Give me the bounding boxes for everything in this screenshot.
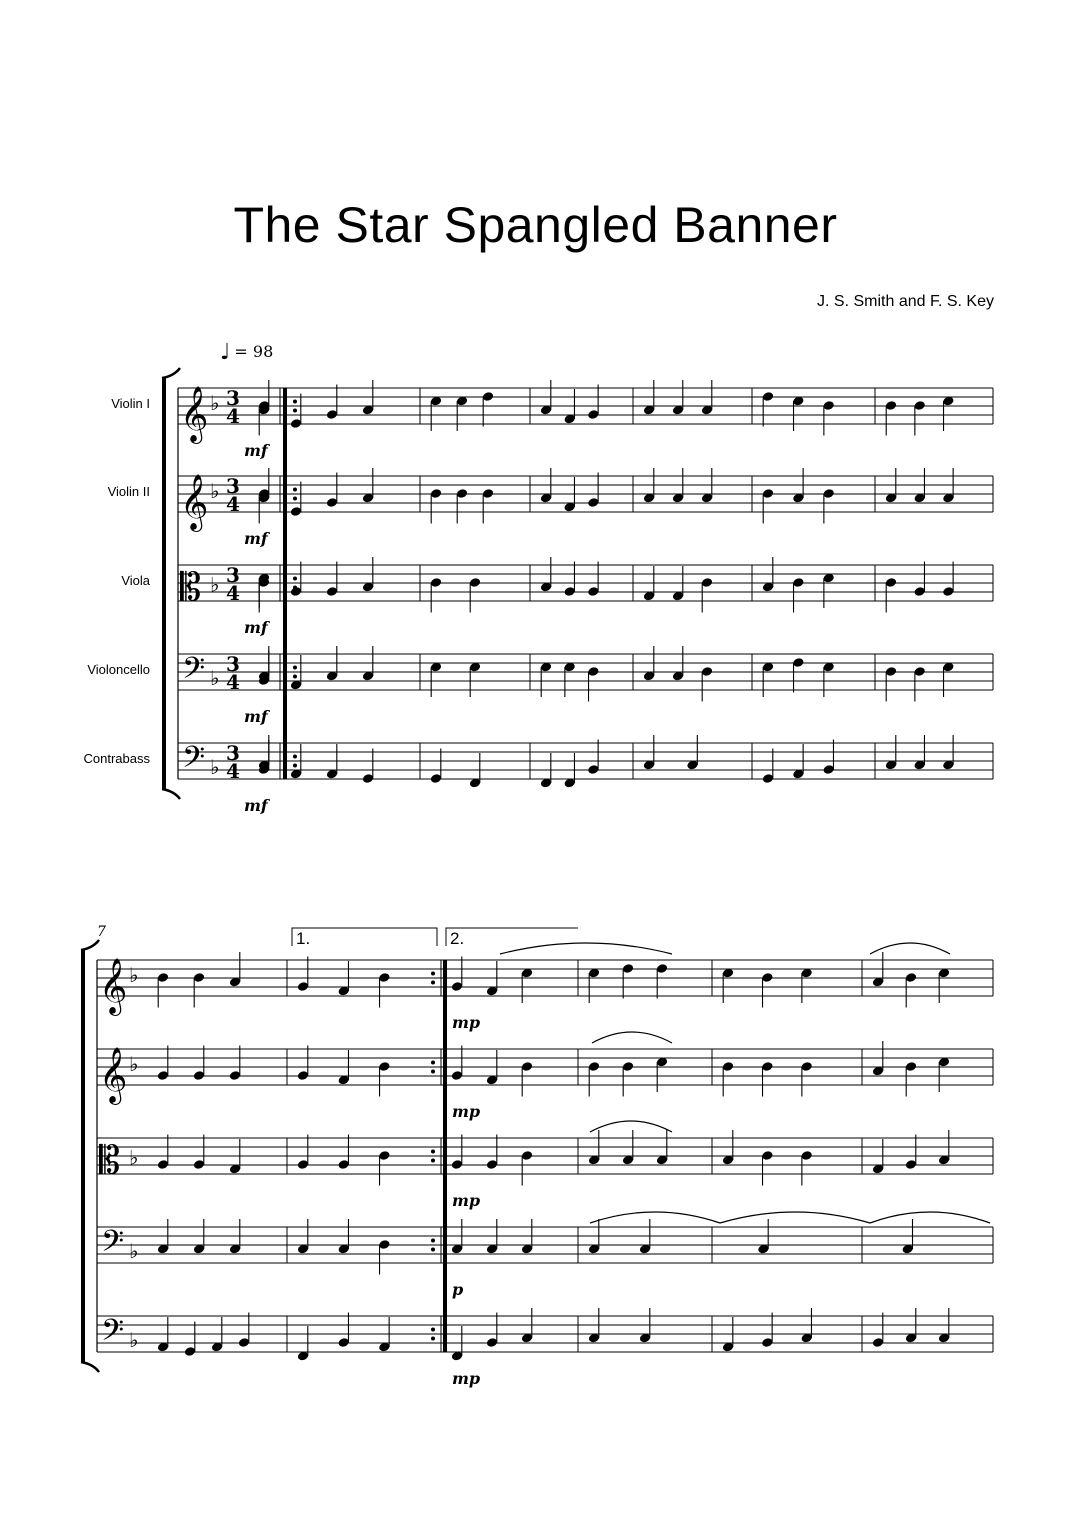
dynamic-mf: mf xyxy=(244,796,268,815)
treble-clef-icon: 𝄞 xyxy=(180,386,209,442)
repeat-dot xyxy=(293,497,297,501)
tie xyxy=(870,1212,990,1223)
repeat-dot xyxy=(293,675,297,679)
repeat-dot xyxy=(293,409,297,413)
bracket-top-hook xyxy=(162,368,180,378)
flat-key-signature-icon: ♭ xyxy=(210,391,220,415)
tie xyxy=(720,1212,870,1223)
repeat-dot xyxy=(431,972,435,976)
score-title: The Star Spangled Banner xyxy=(233,197,838,253)
flat-key-signature-icon: ♭ xyxy=(210,572,220,597)
repeat-dot xyxy=(431,1337,435,1341)
repeat-dot xyxy=(293,755,297,759)
bracket-top-hook xyxy=(81,940,99,950)
repeat-dot xyxy=(293,488,297,492)
bass-clef-icon: 𝄢 xyxy=(101,1225,125,1266)
instrument-label-violoncello: Violoncello xyxy=(87,662,150,677)
time-signature-bottom: 4 xyxy=(226,759,240,783)
slur xyxy=(590,1121,672,1132)
bracket-bottom-hook xyxy=(81,1362,99,1372)
repeat-dot xyxy=(431,981,435,985)
bracket-bottom-hook xyxy=(162,789,180,799)
repeat-dot xyxy=(431,1328,435,1332)
volta-1-bracket xyxy=(292,928,437,946)
instrument-label-violin-1: Violin I xyxy=(111,396,150,411)
repeat-dot xyxy=(431,1239,435,1243)
volta-2-bracket xyxy=(446,928,578,946)
treble-clef-icon: 𝄞 xyxy=(99,1047,128,1103)
flat-key-signature-icon: ♭ xyxy=(129,963,139,987)
repeat-dot xyxy=(431,1248,435,1252)
volta-2-label: 2. xyxy=(450,929,465,948)
tempo-value: = 98 xyxy=(234,342,274,361)
flat-key-signature-icon: ♭ xyxy=(210,479,220,503)
repeat-dot xyxy=(293,400,297,404)
flat-key-signature-icon: ♭ xyxy=(129,1052,139,1076)
instrument-label-viola: Viola xyxy=(121,573,150,588)
treble-clef-icon: 𝄞 xyxy=(99,958,128,1014)
flat-key-signature-icon: ♭ xyxy=(129,1328,139,1352)
slur xyxy=(500,943,672,954)
repeat-dot xyxy=(293,577,297,581)
repeat-dot xyxy=(431,1150,435,1154)
dynamic-mark: p xyxy=(452,1280,464,1299)
flat-key-signature-icon: ♭ xyxy=(129,1239,139,1263)
dynamic-mark: mp xyxy=(452,1013,481,1032)
system-bracket xyxy=(162,378,166,789)
alto-clef-icon: 𝄡 xyxy=(180,565,202,609)
repeat-dot xyxy=(293,666,297,670)
quarter-note-icon: ♩ xyxy=(220,340,231,365)
bass-clef-icon: 𝄢 xyxy=(182,652,206,693)
dynamic-mark: mp xyxy=(452,1191,481,1210)
clefs xyxy=(99,386,219,1355)
dynamic-mf: mf xyxy=(244,707,268,726)
volta-1-label: 1. xyxy=(296,929,311,948)
repeat-dot xyxy=(431,1159,435,1163)
tie xyxy=(590,1212,720,1223)
barlines xyxy=(97,388,993,1352)
staff-lines xyxy=(97,388,993,1352)
treble-clef-icon: 𝄞 xyxy=(180,474,209,530)
system-bracket xyxy=(81,950,85,1362)
time-signature-top: 3 xyxy=(226,563,240,587)
time-signature-bottom: 4 xyxy=(226,670,240,694)
system-measure-number: 7 xyxy=(97,924,106,940)
repeat-dot xyxy=(293,764,297,768)
instrument-label-contrabass: Contrabass xyxy=(83,751,150,766)
time-signature-bottom: 4 xyxy=(226,492,240,516)
time-signature-top: 3 xyxy=(226,741,240,765)
flat-key-signature-icon: ♭ xyxy=(129,1145,139,1170)
repeat-end-bar xyxy=(443,960,447,1352)
composer-credit: J. S. Smith and F. S. Key xyxy=(817,293,994,310)
dynamic-mark: mp xyxy=(452,1102,481,1121)
notes xyxy=(157,380,990,1362)
alto-clef-icon: 𝄡 xyxy=(99,1138,121,1182)
flat-key-signature-icon: ♭ xyxy=(210,755,220,779)
time-signatures xyxy=(226,386,240,783)
time-signature-top: 3 xyxy=(226,386,240,410)
slur xyxy=(870,943,950,954)
time-signature-top: 3 xyxy=(226,652,240,676)
repeat-dot xyxy=(431,1061,435,1065)
instrument-label-violin-2: Violin II xyxy=(107,484,150,499)
dynamic-mark: mp xyxy=(452,1369,481,1388)
dynamic-mf: mf xyxy=(244,441,268,460)
repeat-start-bar xyxy=(283,388,287,779)
flat-key-signature-icon: ♭ xyxy=(210,666,220,690)
slur xyxy=(592,1032,672,1043)
time-signature-bottom: 4 xyxy=(226,581,240,605)
dynamic-mf: mf xyxy=(244,618,268,637)
system-brackets xyxy=(81,368,180,1372)
time-signature-bottom: 4 xyxy=(226,404,240,428)
time-signature-top: 3 xyxy=(226,474,240,498)
dynamic-mf: mf xyxy=(244,529,268,548)
repeat-dot xyxy=(431,1070,435,1074)
bass-clef-icon: 𝄢 xyxy=(101,1314,125,1355)
bass-clef-icon: 𝄢 xyxy=(182,741,206,782)
